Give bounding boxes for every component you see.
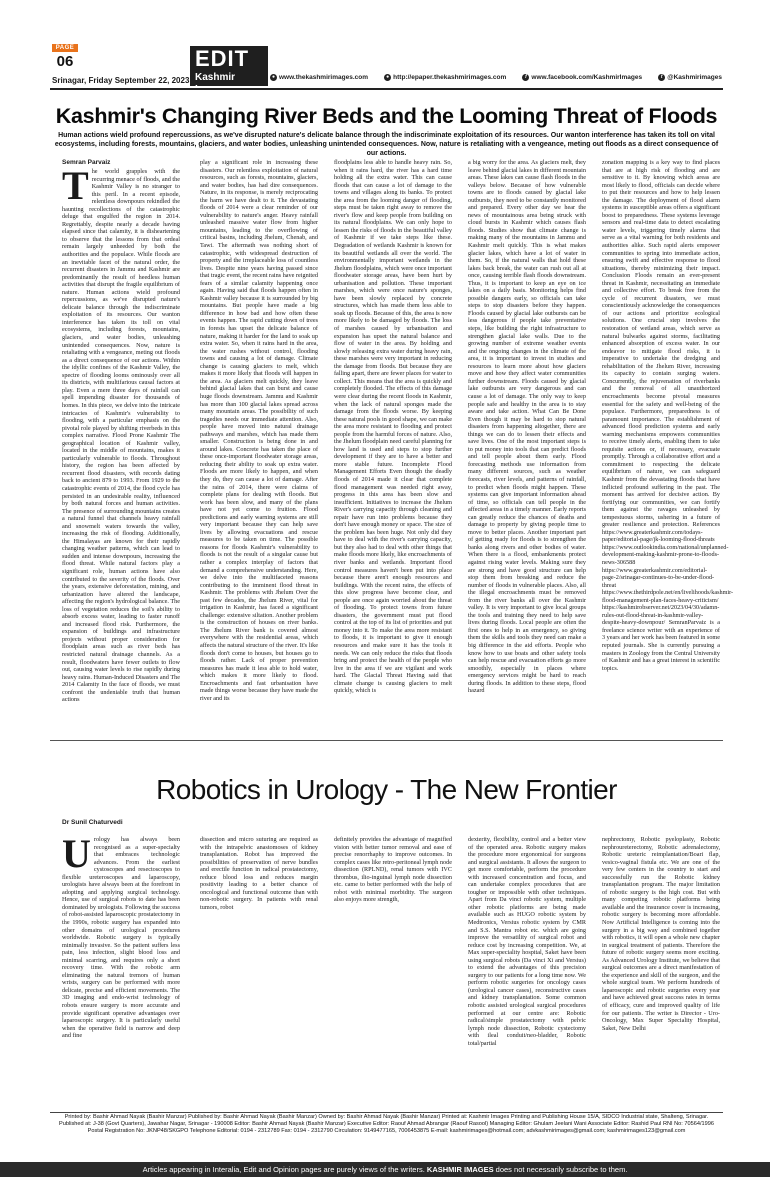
facebook-icon: f bbox=[522, 74, 529, 81]
article1-headline: Kashmir's Changing River Beds and the Looming Threat of Floods bbox=[55, 104, 718, 128]
article1-column-2: play a significant role in increasing these disasters. Our relentless exploitation of natural resources, such as forests, mountains, glaciers, and water bodies, has had dire consequences. Nature, in its response, is merely reciprocating the harm we have dealt to it. The devastating floods of 2014 were a clear reminder of our vulnerability to nature's anger. Heavy rainfall unleashed massive water flow from higher mountains, leading to the overflowing of critical basins, including Jhelum, Chenab, and Tawi. The aftermath was nothing short of catastrophic, with widespread destruction of property and the irreplaceable loss of countless lives. Despite nine years having passed since that tragic event, the recent rains have reignited fears of a similar calamity happening once again. Having said that floods happen often in Kashmir valley because it is surrounded by big mountains. But people have made a big difference in how bad and how often these events happen. The rapid cutting down of trees in forests has upset the delicate balance of nature, making it harder for the land to soak up extra water. So, when it rains hard in the area, the water rushes without control, flooding towns and causing a lot of damage. Climate change is causing glaciers to melt, which makes it more likely that floods will happen in the area. As glaciers melt quickly, they leave behind glacial lakes that can burst and cause huge floods downstream. Jammu and Kashmir has more than 100 glacial lakes spread across many mountain areas. The possibility of such tragedies needs our immediate attention. Also, people have moved into natural drainage pathways and marshes, which has made them smaller. Construction is being done in and around lakes. Concrete has taken the place of these once-important floodwater storage areas, reducing their ability to soak up extra water. Floods are more likely to happen, and when they do, they can cause a lot of damage. After the rains of 2014, there were claims of complete plans for dealing with floods. But work has been slow, and many of the plans have not yet come to fruition. Flood predictions and early warning systems are still very important because they can help save lives by allowing evacuations and rescue measures to be taken on time. The possible reasons for floods Kashmir's vulnerability to floods is not the result of a singular cause but rather a complex interplay of factors that demand a comprehensive understanding. Here, we delve into the multifaceted reasons contributing to the imminent flood threat in Kashmir. The problems with Jhelum Over the past few decades, the Jhelum River, vital for irrigation in Kashmir, has faced a significant challenge: extensive siltation. Another problem is the construction of houses on river banks. The Jhelum River bank is covered almost everywhere with the residential areas, which affects the natural structure of the river. It's like floods don't come to houses, but houses go to floods rather. Lack of proper prevention measures has made it less able to hold water, which makes it more likely to flood. Encroachments and fast urbanisation have made things worse because they have made the river and its bbox=[200, 159, 318, 702]
web-links bbox=[270, 74, 722, 81]
twitter-text: @Kashmirimages bbox=[667, 74, 722, 81]
section-flag bbox=[190, 46, 268, 86]
brand-name: Kashmir bbox=[195, 72, 236, 83]
imprint-line-2: Published at: J-38 (Govt Quarters), Jawahar Nagar, Srinagar - 190008 Editor: Bashir Ahmad Nayak (Bashir Manzar) Executive Editor: Raouf Ahmad Abrangar (Raouf Rasool) Managing Editor: Ghulam Jeelani Wani Associate Editor: Rashid Paul RNI No: 70564/1996 bbox=[59, 1121, 714, 1128]
page-number: 06 bbox=[56, 53, 74, 70]
article1-column-1 bbox=[62, 163, 180, 716]
link-icon: ● bbox=[386, 74, 390, 80]
disclaimer-tail: does not necessarily subscribe to them. bbox=[495, 1165, 628, 1174]
article2-col1-text: rology has always been recognised as a super-specialty that embraces technologic advances. From the earliest cystoscopes and resectoscopes to flexible ureteroscopes and laparoscopy, urologists have always been at the forefront in adopting and applying surgical technology. Hence, use of surgical robots to date has been dominated by urologists. Following the success of robot-assisted laparoscopic prostatectomy in the 1990s, robotic surgery has expanded into other domains of urological procedures worldwide. Robotic surgery is typically minimally invasive. So the patient suffers less pain, less infection, slight blood loss and minimal scarring, and requires only a short recovery time. With the robotic arm eliminating the natural tremors of human wrists, surgery can be performed with more delicate, precise and efficient movements. The 3D imaging and endo-wrist technology of robots ensure surgery is more accurate and provide significant operative advantages over laparoscopic surgery. It is particularly useful when the operative field is narrow and deep and fine bbox=[62, 836, 180, 1040]
globe-icon: ● bbox=[271, 74, 276, 80]
article1-byline: Semran Parvaiz bbox=[62, 159, 111, 166]
twitter-link[interactable] bbox=[658, 74, 722, 81]
article2-dropcap: U bbox=[62, 831, 91, 876]
section-title: EDIT bbox=[195, 46, 250, 71]
twitter-icon: t bbox=[658, 74, 665, 81]
article2-headline: Robotics in Urology - The New Frontier bbox=[156, 774, 617, 805]
article2-column-3: definitely provides the advantage of magnified vision with better tumor removal and ease of precise renorrhaphy to improve outcomes. In complex cases like retro-peritoneal lymph node dissection (RPLND), renal tumors with IVC thrombus, ilio-inguinal lymph node dissection etc. came to better performed with the help of robot with minimal morbidity. The surgeon also enjoys more strength, bbox=[334, 836, 452, 904]
article2-byline: Dr Sunil Chaturvedi bbox=[62, 819, 123, 826]
article2-column-2: dissection and micro suturing are required as with the intrapelvic anastomoses of kidney transplantation. Robot has improved the possibilities of preservation of nerve bundles and erectile function in radical prostatectomy, reduce blood loss and reduces margin positivity leading to a better chance of oncological and functional outcome than with non-robotic surgery. In patients with renal tumors, robot bbox=[200, 836, 318, 911]
disclaimer-text: Articles appearing in Interalia, Edit and Opinion pages are purely views of the writers. bbox=[142, 1165, 425, 1174]
page-label: PAGE bbox=[52, 44, 78, 52]
website-text: www.thekashmirimages.com bbox=[279, 74, 368, 81]
article1-column-4: a big worry for the area. As glaciers melt, they leave behind glacial lakes in different mountain areas. These lakes can cause flash floods in the valleys below. Because of how vulnerable towns are to floods caused by glacial lake outbursts, they need to be constantly monitored and prepared. Every other day we hear the news of mountainous area being struck with cloud bursts in Kashmir which causes flash floods. Studies show that climate change is making many of the mountains in Jammu and Kashmir melt quickly. This is what makes glacier lakes, which have a lot of water in them. So, if the natural walls that hold these lakes back break, the water can rush out all at once, causing terrible flash floods downstream. Thus, it is important to keep an eye on ice lakes on a daily basis. Monitoring helps find possible dangers early, so officials can take steps to stop disasters before they happen. Floods caused by glacial lake outbursts can be less dangerous if people take preventative steps, like building the right infrastructure to strengthen glacial lake walls. Due to the growing number of extreme weather events and the ongoing changes in the climate of the area, it is important to invest in studies and resources to learn more about how glaciers move and how they affect water communities further downstream. Floods caused by glacial lake outbursts are very dangerous and can cause a lot of damage. The only way to keep people safe and healthy in the area is to stay aware and take action. What Can Be Done Even though it may be hard to stop natural disasters from happening altogether, there are things we can do to lessen their effects and save lives. One of the most important steps is to put money into tools that can predict floods and tell people about them early. Flood forecasting methods use information from many different sources, such as weather forecasts, river levels, and patterns of rainfall, to predict when floods might happen. These systems can give important information ahead of time, so officials can tell people in the affected areas in a timely manner. Early reports can greatly reduce the chances of deaths and damage to property by giving people time to move to better places. Another important part of getting ready for floods is to strengthen the banks along rivers and other bodies of water. When there is a flood, embankments protect against rising water levels. Making sure they are strong and have good structure can help stop them from breaking and reduce the number of floods in vulnerable places. Also, all the illegal encroachments must be removed from the river banks all over the Kashmir valley. It is very important to give local groups the tools and training they need to help save lives during floods. Local people are often the first ones to help in an emergency, so giving them the skills and tools they need can make a big difference in the aid efforts. People who know how to use boats and other safety tools can help rescue and evacuation efforts go more smoothly, especially in places where emergency services might be hard to reach during floods. In addition to these steps, flood hazard bbox=[468, 159, 586, 695]
article-divider bbox=[50, 740, 723, 741]
imprint-line-3: Postal Registration No: JKNP48/SKGPO Telephone Editorial: 0194 - 2312789 Fax: 0194 - 2312790 Circulation: 9149477165, 7006453875 E-mail: kashmirimages@hotmail.com; advkashmirimages@gmail.com; kashmirimages123@gmail.com bbox=[87, 1128, 686, 1135]
article1-column-5: zonation mapping is a key way to find places that are at high risk of flooding and are sensitive to it. By knowing which areas are most likely to flood, officials can decide where to put their resources and how to help lessen the damage. The deployment of flood alarm systems in susceptible areas offers a significant boost to preparedness. These systems leverage sensors and real-time data to detect escalating water levels, triggering timely alarms that serve as a vital warning for both residents and authorities alike. Such rapid alerts empower communities to spring into immediate action, ensuring swift and effective response to flood situations, thereby minimizing their impact. Conclusion Floods remain an ever-present threat in Kashmir, necessitating an immediate and collective effort. To break free from the cycle of recurrent disasters, we must conscientiously acknowledge the consequences of our actions and prioritize ecological solutions. One crucial step involves the restoration of wetland areas, which serve as natural bulwarks against storms, facilitating enhanced absorption of excess water. In our endeavor to mitigate flood risks, it is imperative to undertake the dredging and rehabilitation of the Jhelum River, increasing its capacity to contain surging waters. Concurrently, the rejuvenation of riverbanks and the removal of all unauthorized encroachments become pivotal measures essential for the safety and well-being of the populace. Furthermore, preparedness is of paramount importance. The establishment of advanced flood prediction systems and early warning mechanisms empowers communities to receive timely alerts, enabling them to take requisite actions or, if necessary, evacuate promptly. Through a collaborative effort and a commitment to respecting the delicate equilibrium of nature, we can safeguard Kashmir from the devastating floods that have inflicted profound suffering in the past. The moment has arrived for decisive action. By fortifying our communities, we can fortify them against the ravages unleashed by tempestuous storms, ushering in a future of greater resilience and protection. References https://www.greaterkashmir.com/todays-paper/editorial-page/jk-looming-flood-threats https://www.outlookindia.com/national/unplanned-development-making-kashmir-prone-to-floods-news-306588 https://www.greaterkashmir.com/editorial-page-2/srinagar-continues-to-be-under-flood-threat https://www.thethirdpole.net/en/livelihoods/kashmir-flood-management-plan-faces-heavy-criticism/ https://kashmirobserver.net/2023/04/30/adamn-rules-out-flood-threat-in-kashmir-valley-despite-heavy-downpour/ SemranParvaiz is a freelance science writer with an experience of 3 years and her work has been featured in some reputed journals. She is currently pursuing a masters in Zoology from the Central University of Kashmir and has a great interest in scientific topics. bbox=[602, 159, 734, 672]
facebook-link[interactable] bbox=[522, 74, 642, 81]
masthead-rule bbox=[50, 88, 723, 90]
imprint-line-1: Printed by: Bashir Ahmad Nayak (Bashir Manzar) Published by: Bashir Ahmad Nayak (Bashir Manzar) Owned by: Bashir Ahmad Nayak (Bashir Manzar) Printed at: Kashmir Images Printing and Publishing House 15/A, SIDCO Industrial state, Shalteng, Srinagar. bbox=[64, 1114, 709, 1120]
epaper-link[interactable] bbox=[384, 74, 506, 81]
article1-column-3: floodplains less able to handle heavy rain. So, when it rains hard, the river has a hard time holding all the extra water. This can cause floods that can cause a lot of damage to the towns and villages along its banks. To protect the area from the looming danger of flooding, steps must be taken right away to remove the river's flow and keep people from building on its natural floodplains. We can only hope to lessen the risks of floods in the beautiful valley of Kashmir if we take steps like these. Degradation of wetlands Kashmir is known for its beautiful wetlands all over the world. The environmentally important wetlands in the Jhelum floodplains, which were once important floodwater storage areas, have been hurt by urbanisation and pollution. These important marshes, which were once nature's sponges, have been slowly replaced by concrete structures, which has made them less able to soak up floods. Because of this, the area is now more likely to be damaged by floods. The loss of marshes caused by urbanisation and expansion has upset the natural balance and flow of water in the area. By holding and slowly releasing extra water during heavy rain, these marshes were very important in reducing the damage from floods. But because they are falling apart, there are fewer places for water to collect. This means that the area is quickly and completely flooded. The effects of this damage were clear during the recent floods in Kashmir, when the lack of natural sponges made the damage from the floods worse. By keeping these natural pools in good shape, we can make the area more resistant to flooding and protect people from the harmful forces of nature. Also, the Jhelum floodplain need careful planning for how land is used and steps to stop further development if they are to have a better and more stable future. Incomplete Flood Management Efforts Even though the deadly floods of 2014 made it clear that complete flood management was needed right away, progress in this area has been slow and insufficient. Initiatives to increase the Jhelum River's carrying capacity through cleaning and repair have run into problems because they don't have enough money or space. The size of the problem has been huge. Not only did they have to deal with the river's carrying capacity, but they also had to deal with other things that make floods more likely, like encroachments of river banks and wetlands. Important flood control measures haven't been put into place because there aren't enough resources and buildings. With the recent rains, the effects of this slow progress have become clear, and people are once again worried about the threat of flooding. To protect towns from future disasters, the government must put flood control at the top of its list of priorities and put money into it. To make the area more resistant to floods, it is important to give it enough resources and make sure it has the tools it needs. We can only reduce the risks that floods bring and protect the health of the people who live in the area if we are vigilant and work hard. The Glacial Threat Having said that climate change is causing glaciers to melt quickly, which is bbox=[334, 159, 452, 695]
disclaimer-bar bbox=[0, 1162, 770, 1177]
imprint-rule bbox=[50, 1112, 723, 1113]
facebook-text: www.facebook.com/KashmirImages bbox=[531, 74, 643, 81]
article1-deck: Human actions wield profound repercussions, as we've disrupted nature's delicate balance through the indiscriminate exploitation of its resources. Our wanton interference has taken its toll on vital ecosystems, including forests, mountains, glaciers, and water bodies, unleashing unintended consequences. Now, nature is retaliating with a vengeance, meting out floods as a direct consequence of our actions. bbox=[54, 132, 719, 157]
article2-column-1 bbox=[62, 831, 180, 1050]
epaper-text: http://epaper.thekashmirimages.com bbox=[393, 74, 507, 81]
page-badge bbox=[52, 44, 78, 74]
article1-dropcap: T bbox=[62, 163, 89, 208]
article2-column-4: dexterity, flexibility, control and a better view of the operated area. Robotic surgery makes the procedure more ergonomical for surgeons and surgical assistants. It allows the surgeon to get more comfortable, perform the procedure with increased concentration and focus, and can undertake complex procedures that are tougher or impossible with other techniques. Apart from Da vinci robotic system, multiple other robotic platforms are being made available such as HUGO robotic system by Medtronics, Versius robotic system by CMR and S.S. Mantra robot etc. which are going improve the versatility of surgical robot and reduce cost by increasing competition. We, at Max super-speciality hospital, Saket have been using surgical robots (Da vinci Xi and Versius) to extend the advantages of this precision surgery to our patients for a long time now. We perform robotic surgeries for oncology cases (urological cancer cases), reconstructive cases and kidney transplantation. Some common robotic assisted urological surgical procedures performed at our centre are: Robotic radical/simple prostatectomy with pelvic lymph node dissection, Robotic cystectomy with ileal conduit/neo-bladder, Robotic total/partial bbox=[468, 836, 586, 1047]
issue-date: Srinagar, Friday September 22, 2023 bbox=[52, 76, 190, 85]
disclaimer-brand: KASHMIR IMAGES bbox=[426, 1165, 494, 1174]
article2-column-5: nephrectomy, Robotic pyeloplasty, Robotic nephroureterectomy, Robotic adrenalectomy, Robotic ureteric reimplantation/Boari flap, vesico-vaginal fistula etc. We are one of the very few centers in the country to start and successfully run the Robotic kidney transplantation program. The major limitation of robotic surgery is the high cost. But with many competing robotic platforms being available and the insurance cover is increasing, robotic surgery is becoming more affordable. Now Artificial Intelligence is coming into the surgery in a big way and combined together with robotics, it will open a whole new chapter in surgical treatment of patients. Therefore the future of robotic surgery seems more exciting. As Advanced Urology Institute, we believe that surgical outcomes are a direct manifestation of the experience and skill of the surgeon, and the whole surgical team. We perform hundreds of laparoscopic and robotic surgeries every year and have achieved great success rates in terms of efficacy, cure and improved quality of life for our patients. The writer is Director - Uro-Oncology, Max Super Speciality Hospital, Saket, New Delhi bbox=[602, 836, 720, 1032]
website-link[interactable] bbox=[270, 74, 368, 81]
article1-col1-text: he world grapples with the recurring menace of floods, and the Kashmir Valley is no stranger to this peril. In a recent episode, relentless downpours rekindled the haunting recollections of the catastrophic deluge that engulfed the region in 2014. Regrettably, despite nearly a decade having elapsed since that calamity, it is disheartening to observe that the lessons from that ordeal remain largely unheeded by both the authorities and the populace. While floods are an inevitable facet of the natural order, the recurrent disasters in Jammu and Kashmir are predominantly the result of heedless human activities that disrupt the fragile equilibrium of nature. Human actions wield profound repercussions, as we've disrupted nature's delicate balance through the indiscriminate exploitation of its resources. Our wanton interference has taken its toll on vital ecosystems, including forests, mountains, glaciers, and water bodies, unleashing unintended consequences. Now, nature is retaliating with a vengeance, meting out floods as a direct consequence of our actions. Within the idyllic confines of the Kashmir Valley, the spectre of flooding looms ominously over all its districts, with multifarious causal factors at play. Even a mere three days of rainfall can spell impending disaster for thousands of homes. In this piece, we delve into the intricate intricacies of Kashmir's vulnerability to flooding, with a particular emphasis on the pivotal role played by shifting riverbeds in this complex narrative. Flood Prone Kashmir The geographical location of Kashmir valley, located in the middle of mountains, makes it particularly vulnerable to floods. Throughout history, the region has been affected by recurrent flood disasters, with records dating back to ancient 879 to 1993. From 1929 to the catastrophic events of 2014, the flood cycle has persisted in an undesirable reality, influenced by both natural forces and human activities. The presence of surrounding mountains creates a natural funnel that channels heavy rainfall and snowmelt waters towards the valley, increasing the risk of flooding. Additionally, the Himalayas are known for their rapidly changing weather patterns, which can lead to sudden and intense downpours, increasing the flood threat. While natural factors play a significant role, human actions have also contributed to the severity of the floods. Over the years, extensive deforestation, mining, and urbanization have altered the landscape, affecting the region's hydrological balance. The loss of vegetation reduces the soil's ability to absorb excess water, leading to faster runoff and increased flood risk. Furthermore, the expansion of buildings and infrastructure projects without proper consideration for floodplain areas such as river beds has restricted natural drainage channels. As a result, floodwaters have fewer outlets to flow out, causing water levels to rise rapidly during heavy rains. Human-Induced Disasters and The 2014 Calamity In the face of floods, we must confront the undeniable truth that human actions bbox=[62, 168, 180, 704]
imprint bbox=[52, 1114, 721, 1136]
